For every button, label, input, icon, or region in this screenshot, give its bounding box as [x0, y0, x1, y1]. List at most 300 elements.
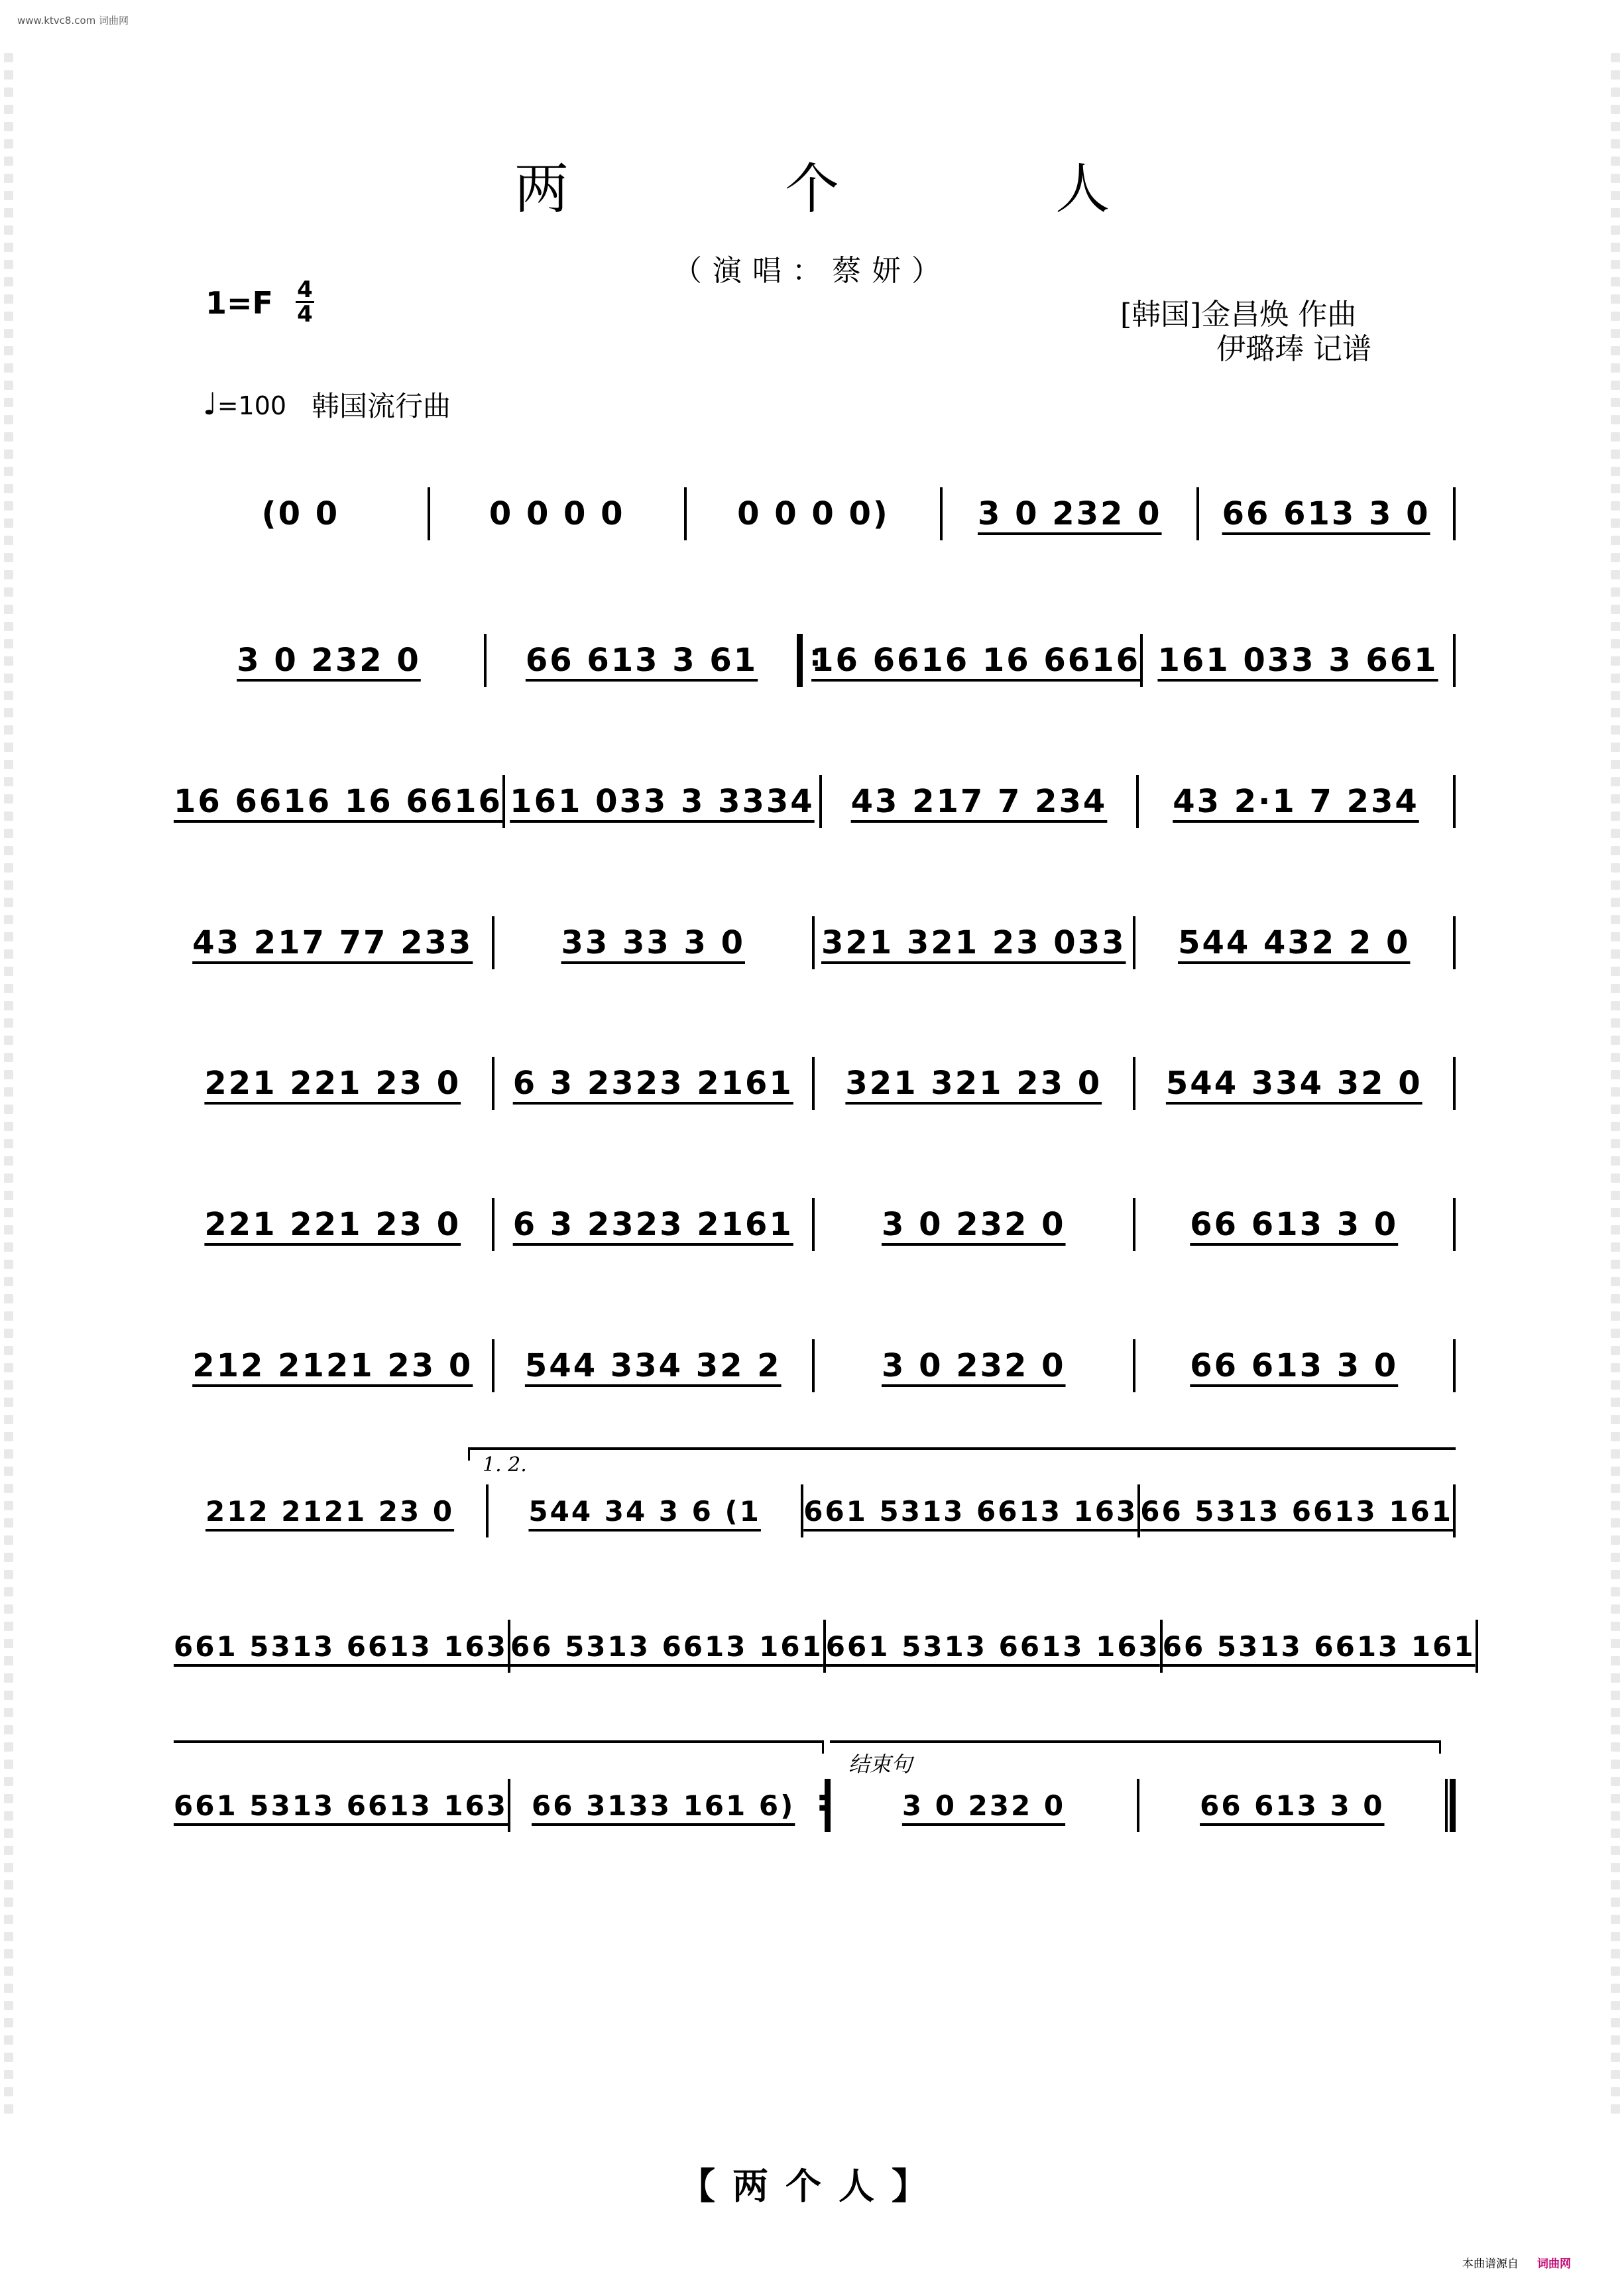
time-signature-bottom: 4	[297, 301, 313, 328]
strip-mark	[1611, 1208, 1620, 1217]
strip-mark	[4, 1535, 13, 1545]
strip-mark	[1611, 967, 1620, 976]
strip-mark	[1611, 743, 1620, 752]
notes: 43 2·1 7 234	[1173, 783, 1419, 820]
measure	[1139, 1779, 1445, 1832]
strip-mark	[1611, 294, 1620, 304]
strip-mark	[1611, 105, 1620, 114]
notes: 3 0 232 0	[881, 1347, 1066, 1384]
strip-mark	[1611, 1535, 1620, 1545]
strip-mark	[1611, 2018, 1620, 2027]
strip-mark	[1611, 725, 1620, 735]
strip-mark	[1611, 70, 1620, 80]
ending-bracket	[830, 1740, 1441, 1743]
strip-mark	[4, 1984, 13, 1993]
strip-mark	[1611, 1742, 1620, 1752]
strip-mark	[4, 1863, 13, 1872]
notes: 0 0 0 0	[489, 495, 625, 532]
barline	[1453, 1057, 1456, 1110]
strip-mark	[4, 622, 13, 631]
strip-mark	[1611, 1760, 1620, 1769]
measure	[1135, 1339, 1454, 1392]
strip-mark	[4, 2053, 13, 2062]
strip-mark	[1611, 346, 1620, 355]
score-row-7	[174, 1337, 1456, 1394]
strip-mark	[1611, 1053, 1620, 1062]
left-decorative-strip	[4, 53, 13, 2241]
strip-mark	[1611, 1915, 1620, 1924]
strip-mark	[4, 570, 13, 579]
strip-mark	[1611, 1501, 1620, 1510]
notes: 661 5313 6613 163	[174, 1789, 508, 1822]
strip-mark	[1611, 2001, 1620, 2010]
strip-mark	[4, 484, 13, 493]
measure	[510, 1620, 823, 1673]
repeat-start-barline	[797, 634, 811, 687]
strip-mark	[1611, 1191, 1620, 1200]
strip-mark	[1611, 1863, 1620, 1872]
notes: 221 221 23 0	[204, 1065, 461, 1102]
strip-mark	[4, 1036, 13, 1045]
measure	[1135, 1198, 1454, 1251]
measure	[1199, 487, 1453, 540]
strip-mark	[4, 984, 13, 993]
strip-mark	[1611, 312, 1620, 321]
barline	[1453, 1484, 1456, 1537]
quarter-note-icon: ♩	[203, 386, 217, 422]
barline	[1476, 1620, 1478, 1673]
strip-mark	[1611, 639, 1620, 648]
strip-mark	[4, 1656, 13, 1665]
strip-mark	[4, 915, 13, 924]
strip-mark	[1611, 1380, 1620, 1390]
notes: 212 2121 23 0	[205, 1494, 455, 1528]
strip-mark	[1611, 1846, 1620, 1855]
strip-mark	[4, 225, 13, 235]
notes: 544 34 3 6 (1	[528, 1494, 761, 1528]
strip-mark	[1611, 398, 1620, 407]
notes: 212 2121 23 0	[192, 1347, 473, 1384]
strip-mark	[1611, 1691, 1620, 1700]
measure	[494, 1057, 813, 1110]
notes: 661 5313 6613 163	[174, 1630, 508, 1663]
strip-mark	[4, 553, 13, 562]
strip-mark	[1611, 622, 1620, 631]
strip-mark	[1611, 2087, 1620, 2096]
strip-mark	[1611, 794, 1620, 804]
measure	[687, 487, 941, 540]
strip-mark	[1611, 501, 1620, 511]
strip-mark	[4, 1897, 13, 1907]
measure	[815, 916, 1133, 969]
strip-mark	[1611, 674, 1620, 683]
strip-mark	[1611, 880, 1620, 890]
strip-mark	[1611, 1156, 1620, 1166]
measure	[1140, 1484, 1453, 1537]
strip-mark	[1611, 898, 1620, 907]
notes: 66 5313 6613 161	[1140, 1494, 1453, 1528]
strip-mark	[1611, 1656, 1620, 1665]
strip-mark	[1611, 536, 1620, 545]
credit-text: 本曲谱源自	[1462, 2257, 1519, 2271]
strip-mark	[4, 1467, 13, 1476]
strip-mark	[1611, 829, 1620, 838]
strip-mark	[4, 1242, 13, 1252]
strip-mark	[1611, 1398, 1620, 1407]
strip-mark	[1611, 1484, 1620, 1493]
strip-mark	[4, 1760, 13, 1769]
strip-mark	[4, 1329, 13, 1338]
score-row-10	[174, 1777, 1456, 1834]
footer-title: 【两个人】	[679, 2165, 945, 2207]
strip-mark	[4, 1570, 13, 1579]
strip-mark	[1611, 1570, 1620, 1579]
notes: 66 3133 161 6)	[532, 1789, 795, 1822]
strip-mark	[4, 1346, 13, 1355]
time-signature-top: 4	[297, 276, 313, 303]
strip-mark	[4, 1691, 13, 1700]
notes: 3 0 232 0	[881, 1206, 1066, 1243]
notes: 221 221 23 0	[204, 1206, 461, 1243]
volta-label: 1. 2.	[483, 1453, 527, 1476]
strip-mark	[4, 1398, 13, 1407]
notes: 161 033 3 661	[1157, 642, 1438, 679]
performer: （演唱：蔡妍）	[673, 254, 951, 288]
notes: 66 613 3 0	[1200, 1789, 1385, 1822]
strip-mark	[4, 1277, 13, 1286]
final-barline	[1445, 1779, 1456, 1832]
notes: 43 217 77 233	[192, 924, 473, 961]
measure	[487, 634, 797, 687]
strip-mark	[1611, 1415, 1620, 1424]
strip-mark	[1611, 1105, 1620, 1114]
score-row-8	[174, 1482, 1456, 1539]
measure	[174, 1198, 492, 1251]
ending-bracket-end	[1439, 1740, 1441, 1754]
notes: 544 432 2 0	[1178, 924, 1411, 961]
notes: 0 0 0 0)	[737, 495, 890, 532]
strip-mark	[1611, 915, 1620, 924]
strip-mark	[4, 536, 13, 545]
strip-mark	[4, 1449, 13, 1459]
measure	[815, 1057, 1133, 1110]
score-row-9	[174, 1618, 1476, 1675]
strip-mark	[4, 1725, 13, 1734]
measure	[494, 916, 813, 969]
barline	[1453, 634, 1456, 687]
strip-mark	[4, 1829, 13, 1838]
measure	[494, 1198, 813, 1251]
strip-mark	[1611, 708, 1620, 717]
score-row-3	[174, 773, 1456, 830]
strip-mark	[4, 1294, 13, 1303]
notes: 544 334 32 2	[524, 1347, 782, 1384]
strip-mark	[4, 656, 13, 666]
strip-mark	[1611, 329, 1620, 338]
notes: 661 5313 6613 163	[803, 1494, 1138, 1528]
ending-label: 结束句	[848, 1752, 913, 1777]
measure	[822, 775, 1136, 828]
source-credit	[1462, 2254, 1571, 2271]
strip-mark	[4, 1777, 13, 1786]
strip-mark	[4, 1363, 13, 1372]
strip-mark	[4, 1173, 13, 1183]
strip-mark	[1611, 553, 1620, 562]
strip-mark	[1611, 53, 1620, 62]
notes: 66 5313 6613 161	[510, 1630, 823, 1663]
strip-mark	[4, 450, 13, 459]
strip-mark	[4, 1742, 13, 1752]
strip-mark	[1611, 1811, 1620, 1821]
strip-mark	[1611, 1018, 1620, 1028]
measure	[174, 775, 502, 828]
notes: 16 6616 16 6616	[811, 642, 1140, 679]
strip-mark	[1611, 484, 1620, 493]
strip-mark	[4, 53, 13, 62]
strip-mark	[1611, 467, 1620, 476]
strip-mark	[4, 88, 13, 97]
strip-mark	[4, 932, 13, 941]
strip-mark	[1611, 1725, 1620, 1734]
strip-mark	[4, 1260, 13, 1269]
strip-mark	[4, 587, 13, 597]
strip-mark	[4, 467, 13, 476]
strip-mark	[1611, 381, 1620, 390]
strip-mark	[4, 639, 13, 648]
strip-mark	[1611, 1294, 1620, 1303]
measure	[831, 1779, 1136, 1832]
strip-mark	[1611, 518, 1620, 528]
strip-mark	[1611, 1329, 1620, 1338]
strip-mark	[1611, 1777, 1620, 1786]
strip-mark	[1611, 1087, 1620, 1097]
strip-mark	[1611, 1139, 1620, 1148]
strip-mark	[4, 1553, 13, 1562]
notes: 321 321 23 0	[845, 1065, 1102, 1102]
notes: 6 3 2323 2161	[512, 1206, 793, 1243]
strip-mark	[1611, 1829, 1620, 1838]
strip-mark	[4, 1811, 13, 1821]
strip-mark	[4, 363, 13, 373]
measure	[174, 1339, 492, 1392]
strip-mark	[1611, 1673, 1620, 1683]
measure	[815, 1339, 1133, 1392]
notes: 43 217 7 234	[850, 783, 1108, 820]
strip-mark	[4, 1311, 13, 1321]
strip-mark	[1611, 1070, 1620, 1079]
strip-mark	[4, 1105, 13, 1114]
measure	[943, 487, 1196, 540]
strip-mark	[4, 708, 13, 717]
strip-mark	[4, 1139, 13, 1148]
barline	[1453, 916, 1456, 969]
time-signature	[296, 278, 314, 326]
repeat-bracket-end	[822, 1740, 824, 1754]
notes: 661 5313 6613 163	[825, 1630, 1160, 1663]
score-row-1	[174, 485, 1456, 542]
tempo	[203, 386, 286, 422]
strip-mark	[1611, 432, 1620, 442]
strip-mark	[4, 949, 13, 959]
score-row-5	[174, 1055, 1456, 1112]
strip-mark	[4, 2018, 13, 2027]
barline	[1453, 1339, 1456, 1392]
strip-mark	[1611, 1225, 1620, 1234]
strip-mark	[4, 898, 13, 907]
strip-mark	[4, 1587, 13, 1596]
measure	[174, 1620, 508, 1673]
strip-mark	[4, 294, 13, 304]
notes: 321 321 23 033	[821, 924, 1126, 961]
strip-mark	[1611, 1622, 1620, 1631]
strip-mark	[1611, 932, 1620, 941]
composer: [韩国]金昌焕 作曲	[1120, 298, 1357, 331]
measure	[174, 634, 484, 687]
strip-mark	[1611, 1984, 1620, 1993]
strip-mark	[4, 70, 13, 80]
strip-mark	[1611, 1449, 1620, 1459]
strip-mark	[4, 1122, 13, 1131]
notes: 3 0 232 0	[237, 642, 421, 679]
measure	[174, 1057, 492, 1110]
strip-mark	[1611, 1880, 1620, 1890]
strip-mark	[4, 398, 13, 407]
strip-mark	[1611, 984, 1620, 993]
strip-mark	[4, 725, 13, 735]
strip-mark	[1611, 450, 1620, 459]
strip-mark	[4, 846, 13, 855]
strip-mark	[4, 105, 13, 114]
strip-mark	[4, 518, 13, 528]
strip-mark	[4, 1432, 13, 1441]
score-row-4	[174, 914, 1456, 971]
volta-bracket	[468, 1447, 1456, 1450]
strip-mark	[4, 967, 13, 976]
barline	[1453, 775, 1456, 828]
strip-mark	[4, 1915, 13, 1924]
strip-mark	[1611, 1708, 1620, 1717]
measure	[494, 1339, 813, 1392]
measure	[1135, 1057, 1454, 1110]
key-signature: 1=F	[205, 285, 273, 321]
strip-mark	[1611, 777, 1620, 786]
notes: 6 3 2323 2161	[512, 1065, 793, 1102]
strip-mark	[4, 829, 13, 838]
credit-brand: 词曲网	[1537, 2257, 1571, 2271]
barline	[1453, 487, 1456, 540]
strip-mark	[1611, 1553, 1620, 1562]
measure	[1143, 634, 1453, 687]
strip-mark	[4, 1156, 13, 1166]
strip-mark	[1611, 1949, 1620, 1958]
notes: 66 5313 6613 161	[1162, 1630, 1476, 1663]
strip-mark	[4, 1018, 13, 1028]
strip-mark	[1611, 570, 1620, 579]
strip-mark	[1611, 760, 1620, 769]
strip-mark	[4, 760, 13, 769]
measure	[174, 1484, 486, 1537]
notes: 66 613 3 61	[525, 642, 758, 679]
measure	[505, 775, 819, 828]
notes: 66 613 3 0	[1190, 1206, 1399, 1243]
strip-mark	[4, 674, 13, 683]
strip-mark	[1611, 863, 1620, 872]
measure	[430, 487, 684, 540]
measure	[1139, 775, 1453, 828]
measure	[489, 1484, 801, 1537]
strip-mark	[4, 794, 13, 804]
notes: 3 0 232 0	[901, 1789, 1066, 1822]
strip-mark	[4, 1053, 13, 1062]
strip-mark	[1611, 1794, 1620, 1803]
song-title: 两 个 人	[514, 158, 1210, 221]
strip-mark	[1611, 1173, 1620, 1183]
measure	[174, 1779, 508, 1832]
measure	[174, 916, 492, 969]
repeat-bracket	[174, 1740, 823, 1743]
measure	[803, 1484, 1137, 1537]
strip-mark	[4, 312, 13, 321]
genre: 韩国流行曲	[312, 390, 451, 422]
strip-mark	[4, 777, 13, 786]
strip-mark	[4, 1070, 13, 1079]
strip-mark	[1611, 1587, 1620, 1596]
notes: (0 0	[261, 495, 340, 532]
notes: 66 613 3 0	[1222, 495, 1430, 532]
strip-mark	[1611, 846, 1620, 855]
strip-mark	[1611, 1932, 1620, 1941]
strip-mark	[4, 811, 13, 821]
transcriber: 伊璐琫 记谱	[1216, 332, 1371, 366]
measure	[815, 1198, 1133, 1251]
strip-mark	[1611, 605, 1620, 614]
strip-mark	[4, 2104, 13, 2114]
notes: 66 613 3 0	[1190, 1347, 1399, 1384]
strip-mark	[1611, 1311, 1620, 1321]
strip-mark	[4, 1208, 13, 1217]
strip-mark	[1611, 88, 1620, 97]
strip-mark	[4, 1949, 13, 1958]
strip-mark	[4, 415, 13, 424]
strip-mark	[1611, 656, 1620, 666]
strip-mark	[1611, 811, 1620, 821]
strip-mark	[1611, 2053, 1620, 2062]
strip-mark	[4, 432, 13, 442]
strip-mark	[4, 1518, 13, 1528]
tempo-value: =100	[217, 391, 287, 420]
strip-mark	[1611, 225, 1620, 235]
strip-mark	[1611, 1001, 1620, 1010]
strip-mark	[4, 2001, 13, 2010]
strip-mark	[4, 605, 13, 614]
strip-mark	[1611, 2104, 1620, 2114]
strip-mark	[1611, 2070, 1620, 2079]
notes: 544 334 32 0	[1165, 1065, 1422, 1102]
strip-mark	[4, 2035, 13, 2045]
strip-mark	[1611, 1432, 1620, 1441]
measure	[510, 1779, 816, 1832]
strip-mark	[4, 1966, 13, 1976]
strip-mark	[4, 1932, 13, 1941]
strip-mark	[1611, 415, 1620, 424]
strip-mark	[4, 381, 13, 390]
strip-mark	[4, 1087, 13, 1097]
strip-mark	[1611, 1467, 1620, 1476]
strip-mark	[4, 1639, 13, 1648]
strip-mark	[1611, 1260, 1620, 1269]
strip-mark	[4, 1708, 13, 1717]
strip-mark	[4, 1001, 13, 1010]
